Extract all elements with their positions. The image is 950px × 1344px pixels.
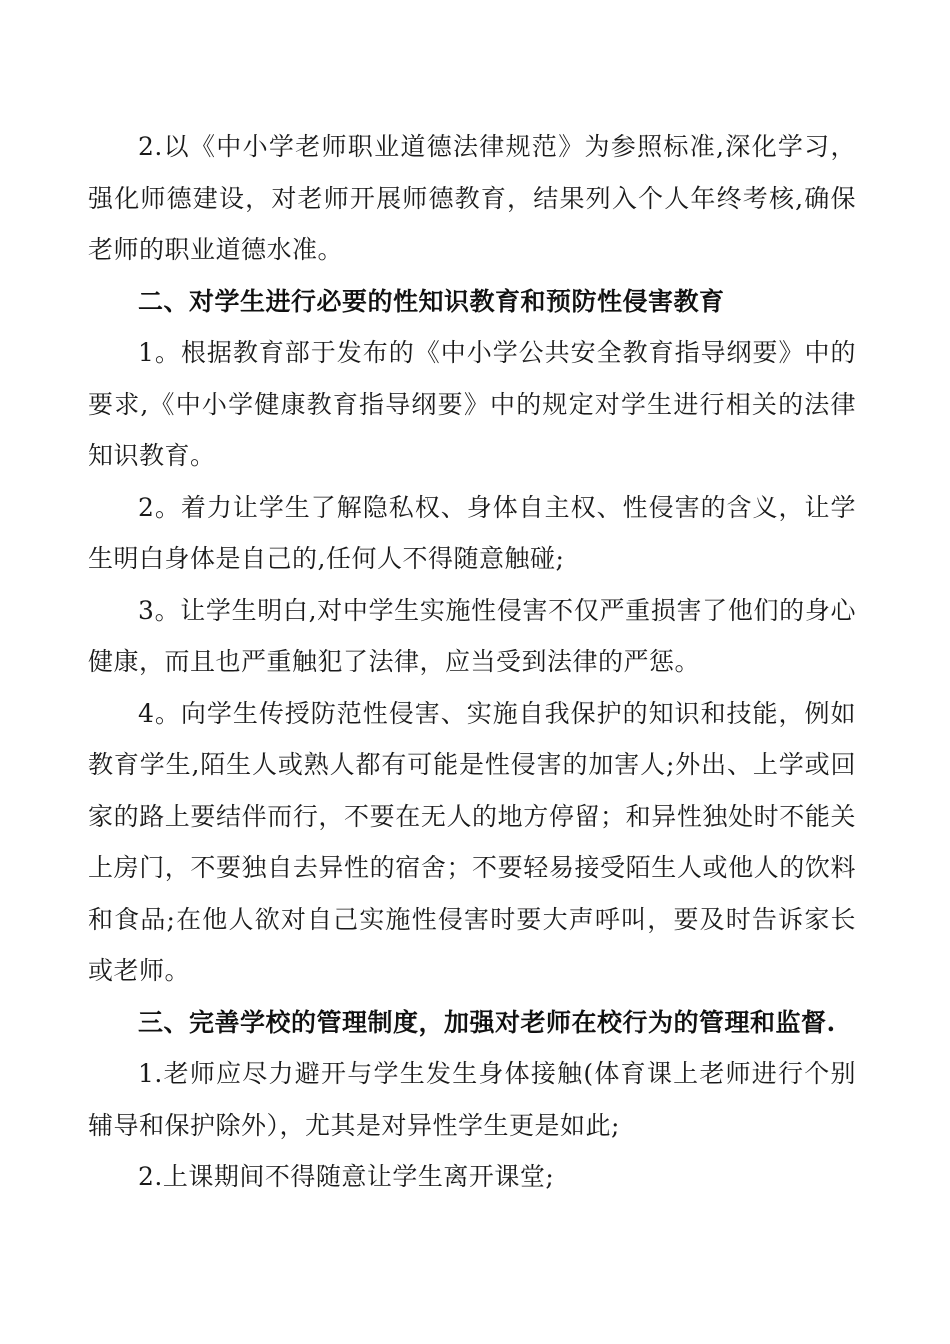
document-body bbox=[88, 121, 856, 1203]
paragraph-privacy-rights: 2。着力让学生了解隐私权、身体自主权、性侵害的含义，让学生明白身体是自己的,任何人不得随意触碰; bbox=[88, 492, 856, 573]
paragraph-legal-education: 1。根据教育部于发布的《中小学公共安全教育指导纲要》中的要求,《中小学健康教育指导纲要》中的规定对学生进行相关的法律知识教育。 bbox=[88, 338, 856, 470]
paragraph-legal-consequences: 3。让学生明白,对中学生实施性侵害不仅严重损害了他们的身心健康，而且也严重触犯了法律，应当受到法律的严惩。 bbox=[88, 595, 856, 676]
paragraph-self-protection: 4。向学生传授防范性侵害、实施自我保护的知识和技能，例如教育学生,陌生人或熟人都有可能是性侵害的加害人;外出、上学或回家的路上要结伴而行，不要在无人的地方停留；和异性独处时不能关上房门，不要独自去异性的宿舍；不要轻易接受陌生人或他人的饮料和食品;在他人欲对自己实施性侵害时要大声呼叫，要及时告诉家长或老师。 bbox=[88, 698, 856, 985]
paragraph-class-attendance: 2.上课期间不得随意让学生离开课堂; bbox=[138, 1162, 555, 1191]
section-heading-management: 三、完善学校的管理制度，加强对老师在校行为的管理和监督. bbox=[138, 1007, 836, 1037]
paragraph-avoid-contact: 1.老师应尽力避开与学生发生身体接触(体育课上老师进行个别辅导和保护除外），尤其是对异性学生更是如此; bbox=[88, 1059, 856, 1140]
paragraph-ethics-study: 2.以《中小学老师职业道德法律规范》为参照标准,深化学习，强化师德建设，对老师开展师德教育，结果列入个人年终考核,确保老师的职业道德水准。 bbox=[88, 132, 856, 264]
section-heading-sex-education: 二、对学生进行必要的性知识教育和预防性侵害教育 bbox=[138, 286, 725, 316]
